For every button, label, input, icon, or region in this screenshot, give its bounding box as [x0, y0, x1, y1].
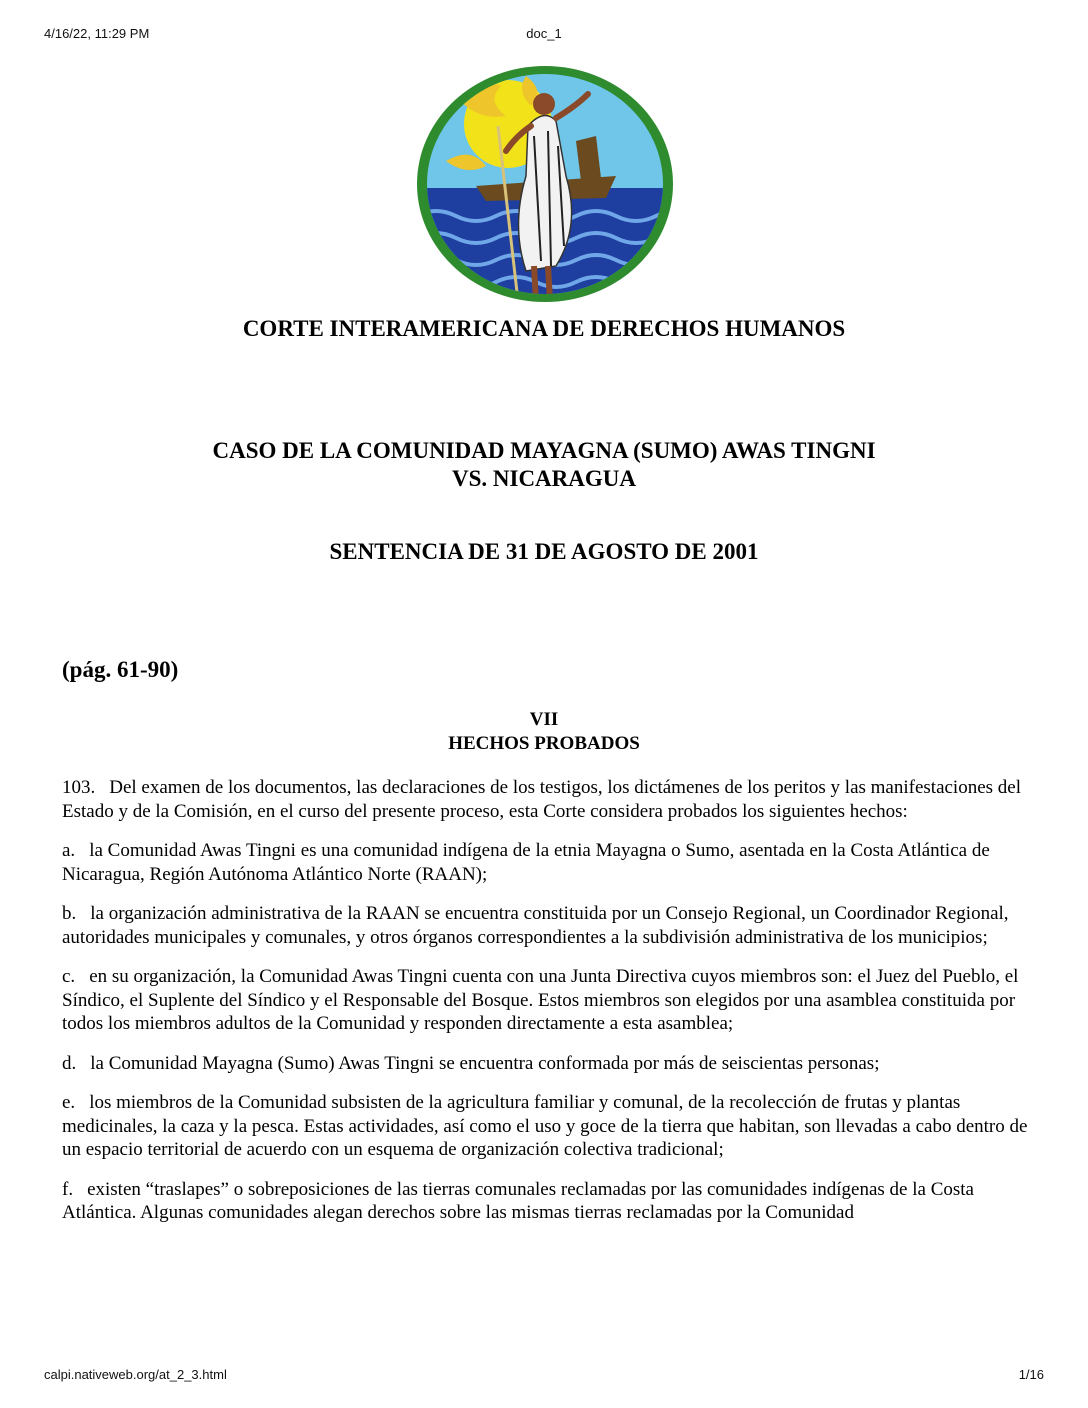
paragraph-marker: e. — [62, 1092, 76, 1113]
chapter-heading — [0, 708, 1088, 756]
page-number: 1/16 — [1018, 1367, 1044, 1382]
court-seal-logo — [416, 66, 674, 306]
paragraph-marker: d. — [62, 1052, 77, 1074]
paragraph-marker: 103. — [62, 777, 96, 798]
paragraph-text: en su organización, la Comunidad Awas Tingni cuenta con una Junta Directiva cuyos miembros son: el Juez del Pueblo, el Síndico, el Suplente del Síndico y el Responsable del Bosque. Estos miembros son elegidos por una asamblea constituida por todos los miembros adultos de la Comunidad y responden directamente a esta asamblea; — [62, 966, 1019, 1034]
paragraph-text: Del examen de los documentos, las declaraciones de los testigos, los dictámenes de los peritos y las manifestaciones del Estado y de la Comisión, en el curso del presente proceso, esta Corte considera probados los siguientes hechos: — [62, 777, 1021, 822]
paragraph-a — [62, 839, 1032, 886]
paragraph-f — [62, 1178, 1032, 1225]
court-name: CORTE INTERAMERICANA DE DERECHOS HUMANOS — [242, 316, 846, 341]
print-header — [0, 26, 1088, 46]
chapter-title: HECHOS PROBADOS — [448, 733, 640, 754]
paragraph-text: la organización administrativa de la RAAN se encuentra constituida por un Consejo Regional, un Coordinador Regional, autoridades municipales y comunales, y otros órganos correspondientes a la subdivisión administrativa de los municipios; — [62, 903, 1009, 948]
paragraph-c — [62, 965, 1032, 1036]
print-datetime: 4/16/22, 11:29 PM — [44, 26, 150, 41]
paragraph-marker: c. — [62, 966, 76, 987]
case-title-line-2: VS. NICARAGUA — [451, 466, 636, 491]
paragraph-marker: f. — [62, 1178, 74, 1200]
paragraph-marker: a. — [62, 840, 76, 861]
paragraph-marker: b. — [62, 903, 77, 924]
paragraph-text: la Comunidad Awas Tingni es una comunidad indígena de la etnia Mayagna o Sumo, asentada en la Costa Atlántica de Nicaragua, Región Autónoma Atlántico Norte (RAAN); — [62, 840, 990, 885]
paragraph-text: la Comunidad Mayagna (Sumo) Awas Tingni se encuentra conformada por más de seiscientas personas; — [90, 1052, 880, 1074]
paragraph-text: los miembros de la Comunidad subsisten de la agricultura familiar y comunal, de la recolección de frutas y plantas medicinales, la caza y la pesca. Estas actividades, así como el uso y goce de la tierra que habitan, son llevadas a cabo dentro de un espacio territorial de acuerdo con un esquema de organización colectiva tradicional; — [62, 1092, 1028, 1160]
print-footer — [0, 1367, 1088, 1387]
print-doc-title: doc_1 — [526, 26, 562, 41]
paragraph-e — [62, 1091, 1032, 1162]
paragraph-b — [62, 902, 1032, 949]
sentence-date: SENTENCIA DE 31 DE AGOSTO DE 2001 — [329, 539, 759, 564]
paragraph-text: existen “traslapes” o sobreposiciones de las tierras comunales reclamadas por las comunidades indígenas de la Costa Atlántica. Algunas comunidades alegan derechos sobre las mismas tierras reclamadas por la Comunidad — [62, 1178, 974, 1223]
paragraph-103 — [62, 776, 1032, 823]
case-title — [0, 437, 1088, 493]
chapter-number: VII — [529, 709, 559, 730]
paragraph-d — [62, 1052, 1032, 1076]
source-url: calpi.nativeweb.org/at_2_3.html — [44, 1367, 227, 1382]
body-text — [62, 776, 1032, 1241]
page-range: (pág. 61-90) — [62, 657, 179, 682]
case-title-line-1: CASO DE LA COMUNIDAD MAYAGNA (SUMO) AWAS TINGNI — [212, 438, 876, 463]
